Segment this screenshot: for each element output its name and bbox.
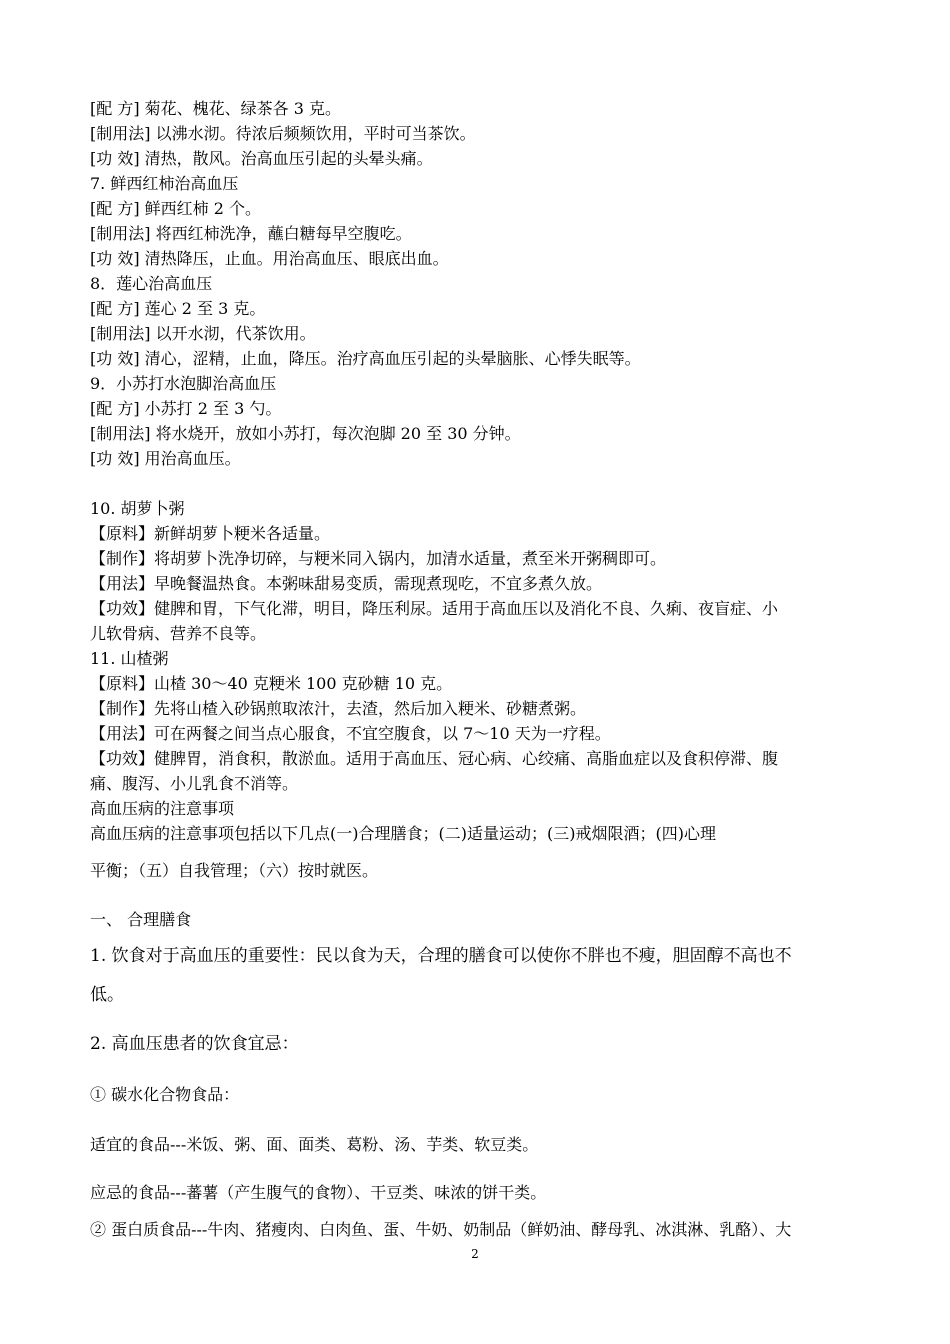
text-line: 【功效】健脾胃，消食积，散淤血。适用于高血压、冠心病、心绞痛、高脂血症以及食积停滞、腹 [90,749,779,768]
text-line: 平衡；（五）自我管理；（六）按时就医。 [90,861,379,880]
page-number: 2 [471,1247,479,1261]
text-line: 低。 [90,985,124,1005]
text-line: 【制作】将胡萝卜洗净切碎，与粳米同入锅内，加清水适量，煮至米开粥稠即可。 [90,549,667,568]
text-line: [功 效] 清热，散风。治高血压引起的头晕头痛。 [90,149,433,168]
section-heading: 7. 鲜西红柿治高血压 [90,174,239,193]
text-line: ② 蛋白质食品---牛肉、猪瘦肉、白肉鱼、蛋、牛奶、奶制品（鲜奶油、酵母乳、冰淇淋、乳酪）、大 [90,1220,792,1239]
text-line: [配 方] 莲心 2 至 3 克。 [90,299,266,318]
text-line: 高血压病的注意事项包括以下几点(一)合理膳食；(二)适量运动；(三)戒烟限酒；(四)心理 [90,824,716,843]
section-heading: 10. 胡萝卜粥 [90,499,185,518]
text-line: 【用法】早晚餐温热食。本粥味甜易变质，需现煮现吃，不宜多煮久放。 [90,574,603,593]
text-line: 【制作】先将山楂入砂锅煎取浓汁，去渣，然后加入粳米、砂糖煮粥。 [90,699,587,718]
text-line: [功 效] 清热降压，止血。用治高血压、眼底出血。 [90,249,449,268]
text-line: 应忌的食品---蕃薯（产生腹气的食物）、干豆类、味浓的饼干类。 [90,1183,547,1202]
text-line: [配 方] 菊花、槐花、绿茶各 3 克。 [90,99,342,118]
text-line: 2. 高血压患者的饮食宜忌： [90,1034,299,1054]
text-line: 【功效】健脾和胃，下气化滞，明目，降压利尿。适用于高血压以及消化不良、久痢、夜盲症、小 [90,599,779,618]
text-line: 【用法】可在两餐之间当点心服食，不宜空腹食，以 7～10 天为一疗程。 [90,724,611,743]
section-heading: 11. 山楂粥 [90,649,169,668]
section-heading: 9．小苏打水泡脚治高血压 [90,374,277,393]
text-line: 【原料】山楂 30～40 克粳米 100 克砂糖 10 克。 [90,674,453,693]
text-line: [制用法] 以开水沏，代茶饮用。 [90,324,316,343]
text-line: [配 方] 小苏打 2 至 3 勺。 [90,399,282,418]
text-line: 痛、腹泻、小儿乳食不消等。 [90,774,299,793]
text-line: 【原料】新鲜胡萝卜粳米各适量。 [90,524,331,543]
text-line: [制用法] 将西红柿洗净，蘸白糖每早空腹吃。 [90,224,412,243]
text-line: [功 效] 用治高血压。 [90,449,241,468]
text-line: [制用法] 以沸水沏。待浓后频频饮用，平时可当茶饮。 [90,124,476,143]
text-line: 适宜的食品---米饭、粥、面、面类、葛粉、汤、芋类、软豆类。 [90,1135,539,1154]
section-heading: 高血压病的注意事项 [90,799,235,818]
text-line: [配 方] 鲜西红柿 2 个。 [90,199,262,218]
text-line: 1. 饮食对于高血压的重要性：民以食为天，合理的膳食可以使你不胖也不瘦，胆固醇不高也不 [90,946,792,966]
section-heading: 8．莲心治高血压 [90,274,213,293]
text-line: 儿软骨病、营养不良等。 [90,624,267,643]
text-line: [制用法] 将水烧开，放如小苏打，每次泡脚 20 至 30 分钟。 [90,424,521,443]
text-line: ① 碳水化合物食品： [90,1085,240,1104]
section-heading: 一、 合理膳食 [90,910,192,929]
text-line: [功 效] 清心，涩精，止血，降压。治疗高血压引起的头晕脑胀、心悸失眠等。 [90,349,641,368]
